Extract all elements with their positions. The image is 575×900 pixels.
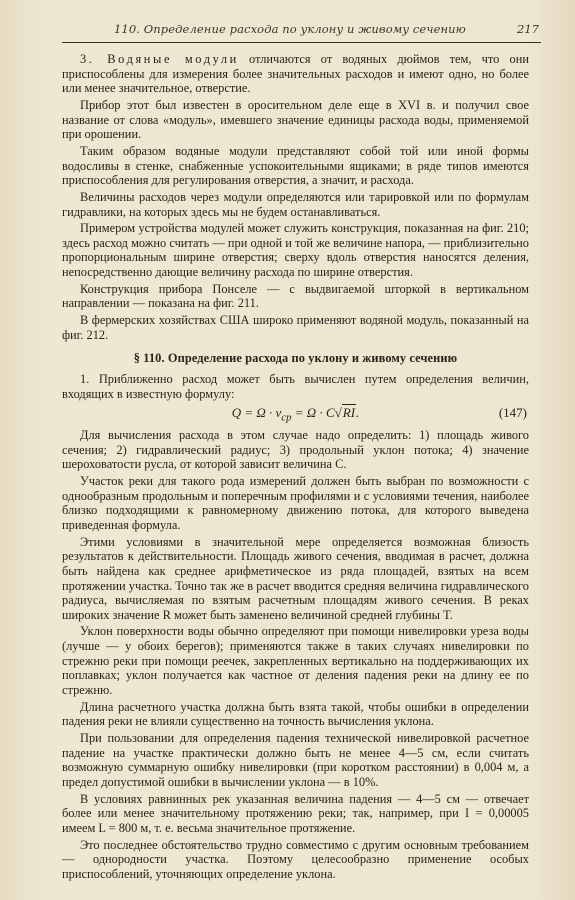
header-title: 110. Определение расхода по уклону и живому сечению: [114, 22, 466, 36]
paragraph: Участок реки для такого рода измерений должен быть выбран по возможности с однообразным продольным и поперечным профилями и с условиями течения, наиболее близко подходящими к равномерному движению потока, для которого выведена приведенная формула.: [62, 474, 529, 532]
page-body: [62, 52, 529, 884]
formula-middle: = Ω · C: [291, 405, 335, 421]
paragraph: Конструкция прибора Понселе — с выдвигаемой шторкой в вертикальном направлении — показана на фиг. 211.: [62, 281, 529, 311]
formula-left: Q = Ω · v: [231, 405, 282, 421]
paragraph: Примером устройства модулей может служить конструкция, показанная на фиг. 210; здесь расход можно считать — при одной и той же величине напора, — приблизительно пропорциональным ширине отверстия; сверху вдоль отверстия наносятся деления, непосредственно дающие величину расхода по ширине отверстия.: [62, 221, 529, 280]
equation-number: (147): [498, 405, 527, 421]
paragraph: Таким образом водяные модули представляют собой той или иной формы водосливы в стенке, снабженные успокоительными ящиками; в ряде типов имеются приспособления для регулирования отверстия, а значит, и расхода.: [62, 143, 529, 188]
section-heading: § 110. Определение расхода по уклону и живому сечению: [133, 351, 458, 366]
formula-147: $Q = \Omega \cdot v_{ср} = \Omega \cdot C√RI$. (147): [231, 405, 527, 424]
paragraph: Уклон поверхности воды обычно определяют при помощи нивелировки уреза воды (лучше — у обоих берегов); применяются также в таких случаях нивелировки по стрежню реки при помощи реечек, закрепленных вертикально на поддерживающих их поплавках; уклон получается как частное от деления падения реки на длину ее по стрежню.: [62, 624, 529, 697]
paragraph: При пользовании для определения падения технической нивелировкой расчетное падение на участке практически должно быть не менее 4—5 см, если считать возможную суммарную ошибку нивелировки (при коротком расстоянии) в 0,004 м, а предел допустимой ошибки в вычислении уклона — в 10%.: [62, 731, 529, 789]
paragraph: В условиях равнинных рек указанная величина падения — 4—5 см — отвечает более или менее значительному протяжению реки; так, например, при I = 0,00005 имеем L = 800 м, т. е. весьма значительное протяжение.: [62, 791, 529, 835]
paragraph: Для вычисления расхода в этом случае надо определить: 1) площадь живого сечения; 2) гидравлический радиус; 3) продольный уклон потока; 4) значение шероховатости русла, от которой зависит величина C.: [62, 428, 529, 472]
formula-radicand: RI: [342, 405, 356, 421]
paragraph-intro: 1. Приближенно расход может быть вычислен путем определения величин, входящих в известную формулу:: [62, 372, 529, 401]
paragraph: Это последнее обстоятельство трудно совместимо с другим основным требованием — однородности участка. Поэтому целесообразно применение особых приспособлений, уточняющих определение уклона.: [62, 837, 529, 881]
running-header: [62, 20, 541, 43]
paragraph: Прибор этот был известен в оросительном деле еще в XVI в. и получил свое название от слова «модуль», имевшего значение единицы расхода воды, применяемой при орошении.: [62, 97, 529, 142]
sqrt-sign-icon: √: [334, 405, 342, 421]
page-number: 217: [517, 22, 539, 36]
formula-subscript: ср: [281, 411, 292, 424]
paragraph: 3. Водяные модули отличаются от водяных дюймов тем, что они приспособлены для измерения более значительных расходов и имеют одно, но более или менее значительное, отверстие.: [62, 52, 529, 96]
paragraph: Длина расчетного участка должна быть взята такой, чтобы ошибки в определении падения реки не влияли существенно на точность вычисления уклона.: [62, 699, 529, 729]
paragraph: Этими условиями в значительной мере определяется возможная близость результатов к действительности. Площадь живого сечения, вводимая в расчет, должна быть найдена как среднее арифметическое из ряда площадей, взятых на всем протяжении участка. Точно так же в расчет вводится средняя величина гидравлического радиуса, вычисляемая по взятым расчетным площадям живого сечения. В реках широких значение R может быть заменено величиной средней глубины T.: [62, 534, 529, 622]
paragraph: В фермерских хозяйствах США широко применяют водяной модуль, показанный на фиг. 212.: [62, 313, 529, 342]
term-vodyanye-moduli: 3. Водяные модули: [80, 52, 239, 66]
paragraph: Величины расходов через модули определяются или тарировкой или по формулам гидравлики, на которых здесь мы не будем останавливаться.: [62, 189, 529, 219]
